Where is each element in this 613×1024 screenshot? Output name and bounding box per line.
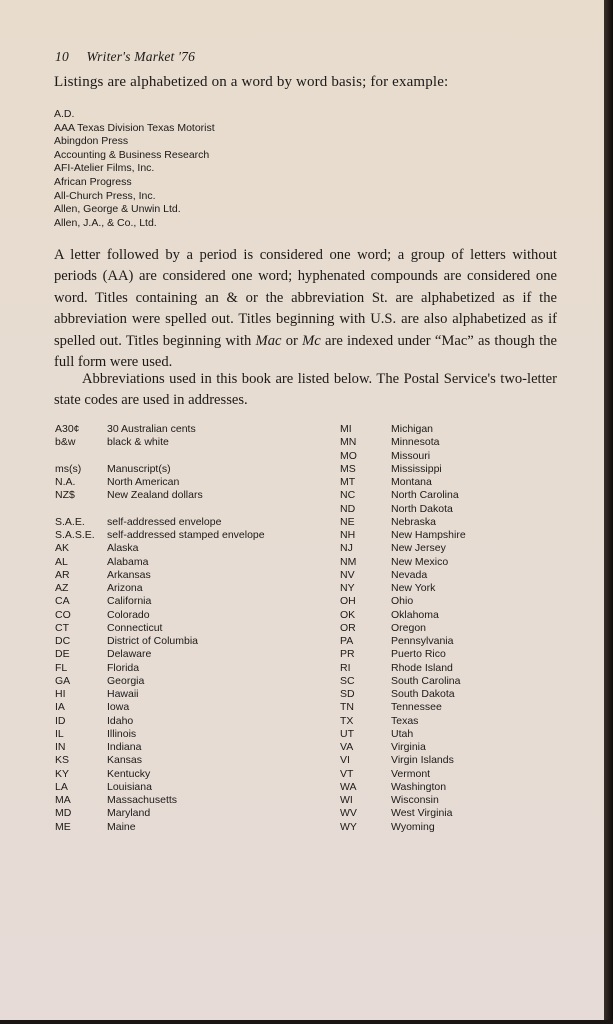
abbreviation-row xyxy=(340,728,466,741)
abbreviation-meaning: Nebraska xyxy=(391,515,436,528)
abbreviation-row xyxy=(55,582,265,595)
abbreviation-code: A30¢ xyxy=(55,423,80,435)
abbreviation-code: IA xyxy=(55,701,65,714)
abbreviation-code: MT xyxy=(340,476,356,488)
abbreviation-meaning: Kentucky xyxy=(107,767,151,780)
abbreviation-row xyxy=(340,688,466,701)
abbreviation-row xyxy=(340,582,466,595)
abbreviation-meaning: Alabama xyxy=(107,555,149,568)
abbreviation-meaning: Vermont xyxy=(391,767,431,780)
abbreviation-meaning: South Carolina xyxy=(391,674,461,687)
abbreviation-meaning: Pennsylvania xyxy=(391,635,454,647)
abbreviation-row xyxy=(55,436,265,449)
abbreviation-meaning: Manuscript(s) xyxy=(107,462,171,475)
abbreviation-row xyxy=(55,794,265,807)
abbreviation-code: UT xyxy=(340,727,354,740)
abbreviation-code: AZ xyxy=(55,582,69,594)
abbreviation-row xyxy=(340,503,466,516)
abbreviation-meaning: Ohio xyxy=(391,595,414,608)
abbreviation-row xyxy=(55,754,265,767)
abbreviation-meaning: Louisiana xyxy=(107,780,152,793)
abbreviation-code: PA xyxy=(340,635,354,647)
running-title: Writer's Market '76 xyxy=(86,49,196,64)
abbreviation-row xyxy=(340,569,466,582)
abbreviation-code: ID xyxy=(55,714,66,727)
abbreviation-code: OK xyxy=(340,608,356,621)
abbreviation-meaning: Montana xyxy=(391,476,432,488)
abbreviation-meaning: South Dakota xyxy=(391,688,455,700)
abbreviation-code: NM xyxy=(340,555,357,568)
abbreviation-code: WA xyxy=(340,780,357,793)
abbreviation-meaning: self-addressed envelope xyxy=(107,515,222,528)
abbreviation-code: ND xyxy=(340,502,356,515)
abbreviation-code: NH xyxy=(340,529,356,541)
abbreviation-code: NY xyxy=(340,582,355,594)
abbreviation-code: TX xyxy=(340,714,354,727)
abbreviation-code: SC xyxy=(340,674,355,687)
abbreviation-code: MN xyxy=(340,436,357,449)
abbreviation-meaning: California xyxy=(107,595,152,608)
abbreviation-meaning: Arkansas xyxy=(107,568,151,581)
abbreviation-code: MO xyxy=(340,449,357,462)
abbreviation-meaning: Nevada xyxy=(391,568,428,581)
abbreviations-column-right xyxy=(340,423,466,834)
abbreviation-code: IL xyxy=(55,727,64,740)
abbreviation-row xyxy=(340,423,466,436)
abbreviation-meaning: Georgia xyxy=(107,674,145,687)
abbreviation-row xyxy=(55,609,265,622)
example-item: Abingdon Press xyxy=(54,135,129,148)
abbreviation-code xyxy=(55,503,107,516)
abbreviation-row xyxy=(55,821,265,834)
abbreviation-code: AK xyxy=(55,542,70,555)
abbreviation-code: WI xyxy=(340,794,353,806)
abbreviation-row xyxy=(340,463,466,476)
abbreviation-row xyxy=(340,794,466,807)
abbreviation-row xyxy=(55,489,265,502)
abbreviation-meaning: Puerto Rico xyxy=(391,648,446,661)
abbreviation-code: VA xyxy=(340,741,354,753)
abbreviation-row xyxy=(55,622,265,635)
abbreviation-code: WV xyxy=(340,807,357,820)
abbreviation-row xyxy=(340,715,466,728)
example-item: Allen, J.A., & Co., Ltd. xyxy=(54,216,157,229)
abbreviation-code: MS xyxy=(340,462,356,475)
abbreviation-meaning: Illinois xyxy=(107,727,137,740)
abbreviations-column-left xyxy=(55,423,265,834)
abbreviation-code: AR xyxy=(55,568,70,581)
running-header xyxy=(55,49,195,65)
abbreviation-code: VI xyxy=(340,754,350,767)
abbreviation-meaning: District of Columbia xyxy=(107,635,199,647)
rules-text-1: A letter followed by a period is considered one word; a group of letters without periods (AA) are considered one word; hyphenated compounds are considered one word. Titles containing an & or the abbreviation St. are alphabetized as if the abbreviation were spelled out. Titles beginning with U.S. are also alphabetized as if spelled out. Titles beginning with xyxy=(54,247,557,349)
abbreviation-row xyxy=(340,450,466,463)
example-listings xyxy=(54,108,215,230)
abbreviation-row xyxy=(55,741,265,754)
abbreviation-row xyxy=(55,423,265,436)
abbreviation-row xyxy=(55,529,265,542)
example-item: Allen, George & Unwin Ltd. xyxy=(54,203,181,216)
abbreviation-meaning: Alaska xyxy=(107,542,139,555)
abbreviation-row xyxy=(340,609,466,622)
abbreviation-meaning: Maine xyxy=(107,820,136,833)
abbreviation-code xyxy=(55,450,107,463)
abbreviation-code: CT xyxy=(55,621,69,634)
abbreviation-code: PR xyxy=(340,648,355,661)
abbreviation-meaning: North Carolina xyxy=(391,489,459,502)
abbreviation-meaning: Wisconsin xyxy=(391,794,439,806)
abbreviation-row xyxy=(55,595,265,608)
abbreviation-code: OH xyxy=(340,595,356,608)
abbreviation-row xyxy=(340,542,466,555)
example-item: AFI-Atelier Films, Inc. xyxy=(54,162,155,175)
abbreviation-row xyxy=(55,728,265,741)
abbreviation-code: N.A. xyxy=(55,476,76,488)
abbreviation-row xyxy=(55,701,265,714)
abbreviation-row xyxy=(55,476,265,489)
page-number: 10 xyxy=(55,49,69,64)
abbreviation-row xyxy=(55,662,265,675)
abbreviation-meaning: New Hampshire xyxy=(391,529,466,541)
abbreviation-meaning: Maryland xyxy=(107,807,151,820)
abbreviation-row xyxy=(55,503,265,516)
example-item: African Progress xyxy=(54,175,132,188)
abbreviation-meaning: Utah xyxy=(391,727,414,740)
abbreviation-code: KY xyxy=(55,767,70,780)
abbreviation-code: TN xyxy=(340,701,354,714)
abbreviation-row xyxy=(340,489,466,502)
abbreviation-row xyxy=(340,595,466,608)
abbreviation-meaning: Texas xyxy=(391,714,419,727)
abbreviation-row xyxy=(55,648,265,661)
abbreviation-row xyxy=(55,450,265,463)
abbreviation-row xyxy=(55,635,265,648)
abbreviation-code: SD xyxy=(340,688,355,700)
intro-sentence: Listings are alphabetized on a word by word basis; for example: xyxy=(54,74,449,90)
abbreviation-code: HI xyxy=(55,688,66,700)
abbreviation-row xyxy=(55,688,265,701)
rules-text-2: or xyxy=(281,332,303,349)
abbreviation-meaning: New Mexico xyxy=(391,555,449,568)
abbreviation-code: LA xyxy=(55,780,68,793)
abbreviation-row xyxy=(55,781,265,794)
abbreviation-row xyxy=(55,463,265,476)
abbreviation-row xyxy=(340,476,466,489)
abbreviation-code: MI xyxy=(340,423,352,435)
abbreviation-row xyxy=(55,715,265,728)
abbreviations-intro-paragraph: Abbreviations used in this book are listed below. The Postal Service's two-letter state codes are used in addresses. xyxy=(54,371,557,409)
example-item: A.D. xyxy=(54,108,75,120)
abbreviation-meaning: Missouri xyxy=(391,449,431,462)
abbreviation-meaning: Arizona xyxy=(107,582,143,594)
abbreviation-meaning: Michigan xyxy=(391,423,434,435)
abbreviation-row xyxy=(340,741,466,754)
abbreviation-code: AL xyxy=(55,555,68,568)
abbreviation-row xyxy=(340,768,466,781)
abbreviation-meaning: Colorado xyxy=(107,608,150,621)
abbreviation-row xyxy=(55,516,265,529)
abbreviation-row xyxy=(55,807,265,820)
abbreviation-code: NV xyxy=(340,568,355,581)
page-bottom-edge xyxy=(0,1020,613,1024)
abbreviation-meaning: Oregon xyxy=(391,621,427,634)
abbreviation-row xyxy=(55,556,265,569)
abbreviation-meaning: 30 Australian cents xyxy=(107,423,196,435)
abbreviation-row xyxy=(55,675,265,688)
abbreviation-row xyxy=(340,821,466,834)
example-item: Accounting & Business Research xyxy=(54,148,210,161)
abbreviation-row xyxy=(340,781,466,794)
abbreviation-code: CA xyxy=(55,595,70,608)
abbreviation-meaning: Minnesota xyxy=(391,436,440,449)
abbreviation-meaning: Massachusetts xyxy=(107,794,178,806)
abbreviation-code: ms(s) xyxy=(55,462,82,475)
abbreviation-code: NC xyxy=(340,489,356,502)
abbreviation-meaning: Delaware xyxy=(107,648,152,661)
abbreviation-row xyxy=(340,648,466,661)
example-item: All-Church Press, Inc. xyxy=(54,189,156,202)
rules-mac: Mac xyxy=(255,332,282,349)
abbreviation-row xyxy=(340,516,466,529)
abbreviation-meaning: Virgin Islands xyxy=(391,754,454,767)
page-edge-shadow xyxy=(604,0,613,1024)
abbreviation-code: b&w xyxy=(55,436,76,449)
abbreviation-code: KS xyxy=(55,754,70,767)
abbreviation-meaning: Washington xyxy=(391,780,447,793)
abbreviation-code: WY xyxy=(340,820,357,833)
abbreviation-meaning: Connecticut xyxy=(107,621,163,634)
abbreviation-meaning: New Zealand dollars xyxy=(107,489,203,502)
abbreviation-row xyxy=(340,675,466,688)
example-item: AAA Texas Division Texas Motorist xyxy=(54,121,215,134)
abbreviation-row xyxy=(340,436,466,449)
abbreviation-row xyxy=(340,754,466,767)
abbreviation-code: NJ xyxy=(340,542,353,555)
abbreviation-meaning: New York xyxy=(391,582,436,594)
abbreviation-meaning: West Virginia xyxy=(391,807,453,820)
abbreviation-row xyxy=(340,556,466,569)
abbreviation-code: DE xyxy=(55,648,70,661)
alphabetization-rules-paragraph xyxy=(54,245,557,373)
abbreviation-code: S.A.E. xyxy=(55,515,85,528)
abbreviation-code: NZ$ xyxy=(55,489,75,502)
abbreviation-meaning: Hawaii xyxy=(107,688,139,700)
abbreviation-code: MD xyxy=(55,807,72,820)
abbreviation-row xyxy=(340,529,466,542)
abbreviation-row xyxy=(55,569,265,582)
abbreviation-code: NE xyxy=(340,515,355,528)
abbreviation-row xyxy=(340,807,466,820)
abbreviation-code: OR xyxy=(340,621,356,634)
abbreviation-meaning: North Dakota xyxy=(391,502,453,515)
rules-text-3: are indexed under “Mac” as though the full form were used. xyxy=(54,332,557,371)
abbreviation-meaning: Tennessee xyxy=(391,701,442,714)
abbreviation-row xyxy=(55,542,265,555)
abbreviation-meaning: Kansas xyxy=(107,754,143,767)
rules-mc: Mc xyxy=(302,332,321,349)
abbreviation-meaning: Rhode Island xyxy=(391,661,453,674)
abbreviation-meaning: Mississippi xyxy=(391,462,442,475)
abbreviation-row xyxy=(340,701,466,714)
abbreviation-meaning: Iowa xyxy=(107,701,130,714)
abbreviation-meaning: Idaho xyxy=(107,714,134,727)
abbreviation-meaning: Virginia xyxy=(391,741,426,753)
abbreviation-meaning: black & white xyxy=(107,436,169,449)
abbreviation-meaning: New Jersey xyxy=(391,542,446,555)
abbreviation-meaning: Oklahoma xyxy=(391,608,439,621)
abbreviation-code: RI xyxy=(340,661,351,674)
abbreviation-code: ME xyxy=(55,820,71,833)
abbreviation-code: FL xyxy=(55,661,68,674)
abbreviation-row xyxy=(340,662,466,675)
abbreviation-meaning: Indiana xyxy=(107,741,142,753)
abbreviation-row xyxy=(340,622,466,635)
abbreviation-row xyxy=(55,768,265,781)
abbreviation-code: DC xyxy=(55,635,71,647)
abbreviation-meaning: Wyoming xyxy=(391,820,435,833)
abbreviation-code: MA xyxy=(55,794,71,806)
abbreviation-code: S.A.S.E. xyxy=(55,529,95,541)
abbreviation-code: CO xyxy=(55,608,71,621)
abbreviation-meaning: North American xyxy=(107,476,180,488)
abbreviation-meaning: Florida xyxy=(107,661,140,674)
abbreviation-meaning: self-addressed stamped envelope xyxy=(107,529,265,541)
abbreviation-code: IN xyxy=(55,741,66,753)
abbreviation-code: VT xyxy=(340,767,354,780)
abbreviation-row xyxy=(340,635,466,648)
abbreviation-code: GA xyxy=(55,674,71,687)
